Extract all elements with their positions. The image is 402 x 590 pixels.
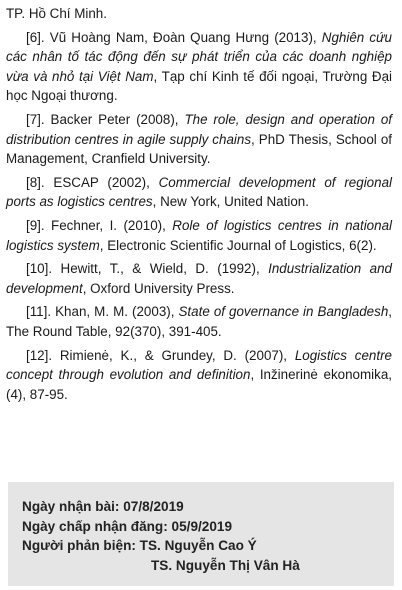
accepted-date: Ngày chấp nhận đăng: 05/9/2019 <box>22 518 233 534</box>
reference-title: Nghiên cứu các nhân tố tác động đến sự phát triển của các doanh nghiệp vừa và nhỏ tại Việt Nam <box>6 29 392 84</box>
reference-item <box>6 216 392 255</box>
reference-number: [7]. <box>26 111 45 127</box>
reference-text: TP. Hồ Chí Minh. <box>6 6 107 21</box>
reference-item <box>6 28 392 106</box>
reference-source: , Oxford University Press. <box>82 280 235 296</box>
reference-item <box>6 4 392 24</box>
reference-authors: Hewitt, T., & Wield, D. (1992), <box>60 261 269 277</box>
reference-source: , PhD Thesis, School of Management, Cranfield University. <box>6 131 392 167</box>
reference-number: [8]. <box>26 174 45 190</box>
reference-item <box>6 173 392 212</box>
reference-title: Role of logistics centres in national logistics system <box>6 217 392 253</box>
reference-item <box>6 259 392 298</box>
reference-number: [10]. <box>26 261 53 277</box>
reference-title: The role, design and operation of distribution centres in agile supply chains <box>6 111 392 147</box>
reference-number: [12]. <box>26 347 53 363</box>
received-date: Ngày nhận bài: 07/8/2019 <box>22 499 184 514</box>
reference-item <box>6 302 392 341</box>
reference-list <box>6 4 392 408</box>
reference-item <box>6 346 392 405</box>
reference-title: State of governance in Bangladesh <box>178 304 389 320</box>
reference-authors: Khan, M. M. (2003), <box>55 304 179 320</box>
reference-authors: Rimienė, K., & Grundey, D. (2007), <box>59 347 295 363</box>
reference-source: , The Round Table, 92(370), 391-405. <box>6 304 392 339</box>
reference-title: Logistics centre concept through evolution and definition <box>6 347 392 383</box>
reference-number: [6]. <box>26 29 45 45</box>
reference-title: Industrialization and development <box>6 261 392 296</box>
reference-number: [11]. <box>26 304 52 320</box>
reviewer-2: TS. Nguyễn Thị Vân Hà <box>151 557 300 573</box>
reference-number: [9]. <box>26 217 45 233</box>
article-info-box <box>8 482 394 586</box>
reference-authors: ESCAP (2002), <box>53 174 159 190</box>
reference-title: Commercial development of regional ports as logistics centres <box>6 174 392 210</box>
reference-authors: Vũ Hoàng Nam, Đoàn Quang Hưng (2013), <box>49 29 322 45</box>
reference-source: , Tạp chí Kinh tế đối ngoại, Trường Đại học Ngoại thương. <box>6 68 392 104</box>
reviewer-1: Người phản biện: TS. Nguyễn Cao Ý <box>22 538 257 554</box>
reference-authors: Backer Peter (2008), <box>50 111 185 127</box>
reference-source: , New York, United Nation. <box>152 194 309 210</box>
reference-source: , Inžinerinė ekonomika, (4), 87-95. <box>6 367 393 402</box>
reference-authors: Fechner, I. (2010), <box>51 217 173 233</box>
reference-item <box>6 110 392 169</box>
reference-source: , Electronic Scientific Journal of Logistics, 6(2). <box>99 237 377 253</box>
